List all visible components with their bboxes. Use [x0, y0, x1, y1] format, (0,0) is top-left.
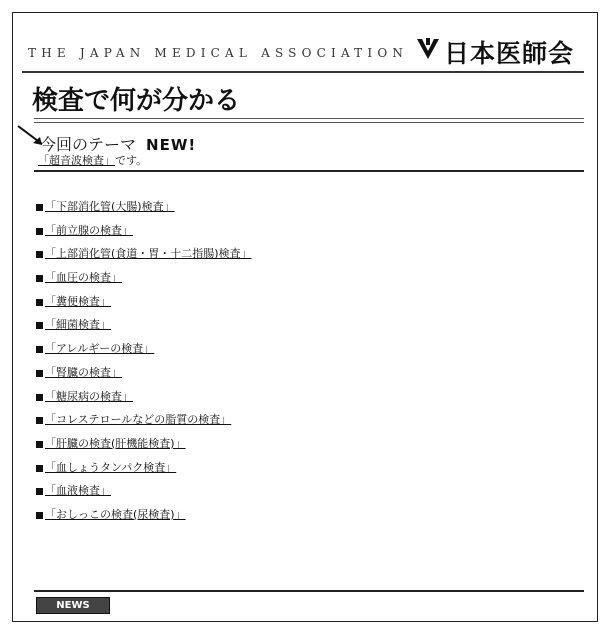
bullet-icon	[36, 322, 43, 329]
footer-divider	[34, 590, 584, 592]
list-item	[36, 269, 252, 293]
bullet-icon	[36, 441, 43, 448]
exam-link[interactable]: 「血液検査」	[45, 484, 111, 498]
list-item	[36, 222, 252, 246]
section-divider	[34, 170, 584, 172]
exam-link[interactable]: 「下部消化管(大腸)検査」	[45, 200, 175, 213]
title-divider	[34, 118, 584, 119]
list-item	[36, 316, 252, 340]
exam-link[interactable]: 「上部消化管(食道・胃・十二指腸)検査」	[45, 247, 252, 261]
page-title: 検査で何が分かる	[32, 86, 241, 116]
bullet-icon	[36, 251, 43, 258]
header-divider	[22, 71, 584, 73]
bullet-icon	[36, 275, 43, 282]
bullet-icon	[36, 204, 43, 211]
theme-subline	[38, 152, 147, 168]
bullet-icon	[36, 465, 43, 472]
exam-link[interactable]: 「アレルギーの検査」	[45, 342, 155, 356]
title-divider-2	[34, 122, 584, 123]
list-item	[36, 388, 252, 412]
exam-link[interactable]: 「腎臓の検査」	[45, 365, 122, 379]
exam-link[interactable]: 「肝臓の検査(肝機能検査)」	[45, 436, 186, 450]
list-item	[36, 245, 252, 269]
exam-link[interactable]: 「血圧の検査」	[45, 271, 122, 285]
bullet-icon	[36, 488, 43, 495]
list-item	[36, 411, 252, 435]
theme-label: 今回のテーマ	[40, 135, 137, 154]
jma-logo-icon	[415, 36, 441, 62]
bullet-icon	[36, 228, 43, 235]
list-item	[36, 293, 252, 317]
theme-suffix: です。	[115, 154, 148, 167]
list-item	[36, 482, 252, 506]
bullet-icon	[36, 417, 43, 424]
exam-list	[36, 198, 252, 530]
bullet-icon	[36, 346, 43, 353]
list-item	[36, 198, 252, 222]
exam-link[interactable]: 「前立腺の検査」	[45, 223, 133, 237]
list-item	[36, 435, 252, 459]
association-name-en: THE JAPAN MEDICAL ASSOCIATION	[28, 46, 409, 60]
exam-link[interactable]: 「糞便検査」	[45, 294, 111, 308]
exam-link[interactable]: 「血しょうタンパク検査」	[45, 460, 177, 474]
news-button[interactable]: NEWS	[36, 597, 110, 614]
exam-link[interactable]: 「コレステロールなどの脂質の検査」	[45, 413, 232, 427]
list-item	[36, 340, 252, 364]
bullet-icon	[36, 394, 43, 401]
exam-link[interactable]: 「おしっこの検査(尿検査)」	[45, 507, 186, 521]
bullet-icon	[36, 512, 43, 519]
list-item	[36, 459, 252, 483]
association-name-ja: 日本医師会	[444, 39, 575, 68]
bullet-icon	[36, 370, 43, 377]
exam-link[interactable]: 「糖尿病の検査」	[45, 389, 133, 403]
list-item	[36, 506, 252, 530]
theme-link[interactable]: 「超音波検査」	[38, 154, 115, 167]
list-item	[36, 364, 252, 388]
new-badge: NEW!	[146, 136, 197, 154]
bullet-icon	[36, 299, 43, 306]
site-header	[22, 34, 582, 74]
exam-link[interactable]: 「細菌検査」	[45, 318, 111, 332]
